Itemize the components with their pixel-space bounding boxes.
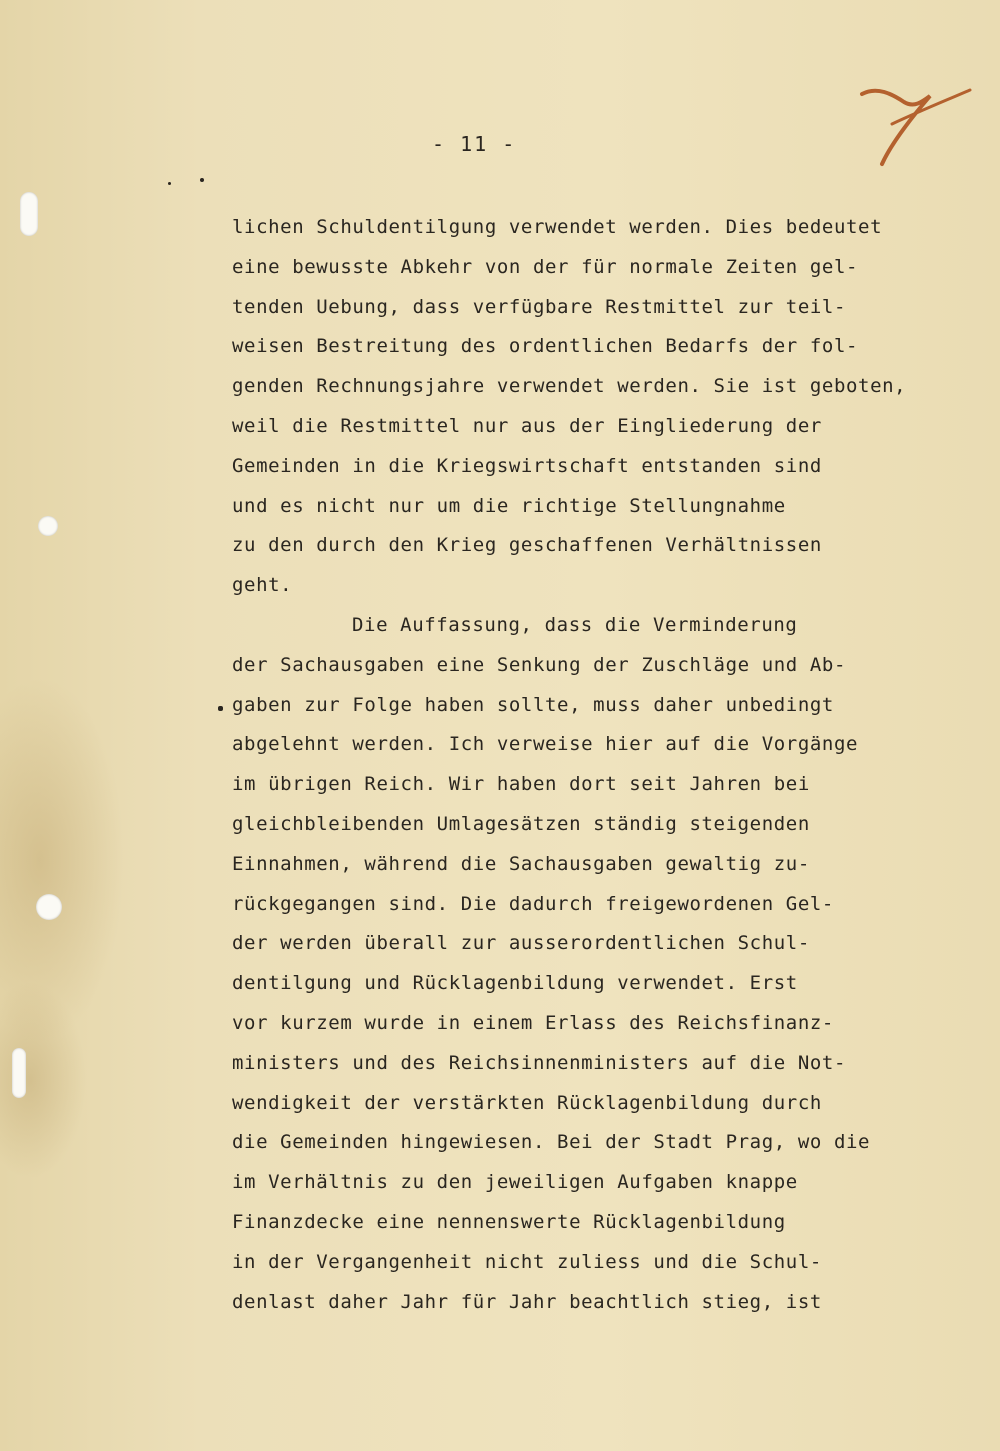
text-line: der werden überall zur ausserordentlichen Schul-	[232, 932, 810, 955]
text-line: lichen Schuldentilgung verwendet werden. Dies bedeutet	[232, 216, 883, 238]
ink-speck	[218, 706, 223, 711]
paragraph	[232, 208, 952, 606]
text-line: und es nicht nur um die richtige Stellungnahme	[232, 494, 786, 517]
text-line: eine bewusste Abkehr von der für normale Zeiten gel-	[232, 255, 859, 278]
text-line: weisen Bestreitung des ordentlichen Bedarfs der fol-	[232, 335, 859, 358]
text-line: zu den durch den Krieg geschaffenen Verhältnissen	[232, 534, 822, 557]
text-line: weil die Restmittel nur aus der Eingliederung der	[232, 414, 822, 437]
text-line: rückgegangen sind. Die dadurch freigewordenen Gel-	[232, 892, 834, 915]
text-line: tenden Uebung, dass verfügbare Restmittel zur teil-	[232, 295, 846, 318]
punch-hole-top	[20, 192, 38, 236]
text-line: der Sachausgaben eine Senkung der Zuschläge und Ab-	[232, 653, 846, 676]
text-line: gleichbleibenden Umlagesätzen ständig steigenden	[232, 812, 810, 835]
text-line: dentilgung und Rücklagenbildung verwendet. Erst	[232, 972, 798, 995]
text-line: Finanzdecke eine nennenswerte Rücklagenbildung	[232, 1210, 786, 1233]
ink-speck	[200, 178, 204, 182]
punch-hole-lower-middle	[36, 894, 62, 920]
text-line: Die Auffassung, dass die Verminderung	[352, 613, 798, 636]
ink-speck	[168, 182, 171, 185]
text-line: denlast daher Jahr für Jahr beachtlich stieg, ist	[232, 1290, 822, 1313]
text-line: vor kurzem wurde in einem Erlass des Reichsfinanz-	[232, 1011, 834, 1034]
paragraph	[232, 606, 952, 1322]
page-number: - 11 -	[432, 132, 517, 156]
handwritten-folio-number	[852, 72, 982, 172]
text-line: Gemeinden in die Kriegswirtschaft entstanden sind	[232, 454, 822, 477]
text-line: wendigkeit der verstärkten Rücklagenbildung durch	[232, 1091, 822, 1114]
punch-hole-bottom	[12, 1048, 26, 1098]
text-line: ministers und des Reichsinnenministers auf die Not-	[232, 1051, 846, 1074]
text-line: die Gemeinden hingewiesen. Bei der Stadt Prag, wo die	[232, 1131, 871, 1154]
typed-body-text	[232, 208, 952, 1322]
punch-hole-upper-middle	[38, 516, 58, 536]
text-line: abgelehnt werden. Ich verweise hier auf die Vorgänge	[232, 733, 859, 756]
text-line: im Verhältnis zu den jeweiligen Aufgaben knappe	[232, 1171, 798, 1194]
text-line: geht.	[232, 574, 293, 597]
text-line: in der Vergangenheit nicht zuliess und die Schul-	[232, 1250, 822, 1273]
text-line: Einnahmen, während die Sachausgaben gewaltig zu-	[232, 852, 810, 875]
text-line: im übrigen Reich. Wir haben dort seit Jahren bei	[232, 773, 810, 796]
text-line: genden Rechnungsjahre verwendet werden. Sie ist geboten,	[232, 375, 907, 398]
text-line: gaben zur Folge haben sollte, muss daher unbedingt	[232, 693, 834, 716]
